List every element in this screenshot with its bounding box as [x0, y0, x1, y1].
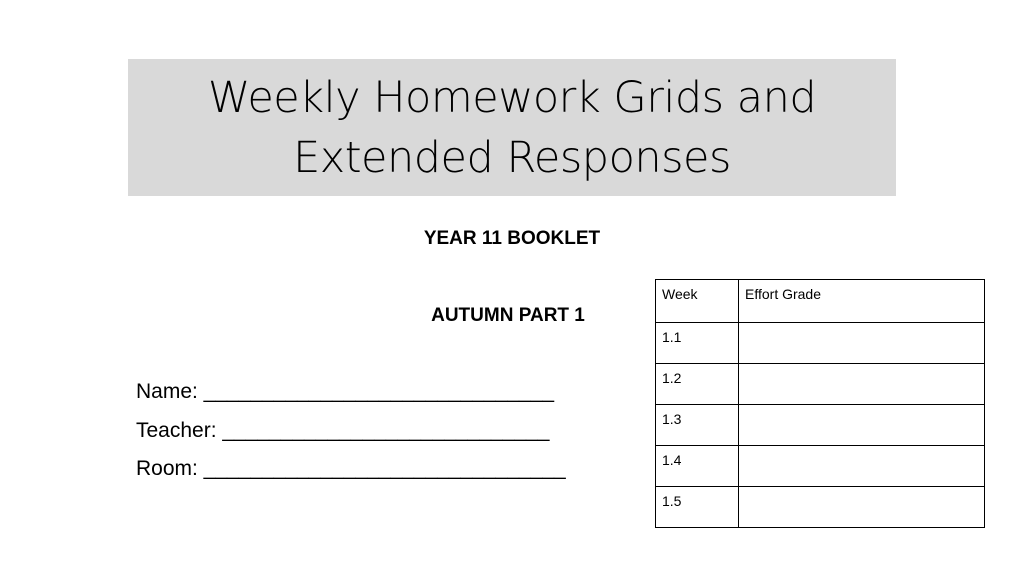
page-title: Weekly Homework Grids and Extended Responses [207, 72, 817, 183]
room-field[interactable]: Room: _______________________________ [136, 457, 566, 480]
week-cell: 1.2 [656, 364, 739, 405]
year-heading: YEAR 11 BOOKLET [423, 228, 601, 249]
name-field[interactable]: Name: ______________________________ [136, 380, 555, 403]
teacher-field[interactable]: Teacher: ____________________________ [136, 419, 550, 442]
effort-grade-column-header: Effort Grade [739, 280, 985, 323]
week-cell: 1.5 [656, 487, 739, 528]
effort-grade-cell[interactable] [739, 446, 985, 487]
table-header-row [656, 280, 985, 323]
effort-grade-table [655, 279, 985, 528]
part-heading: AUTUMN PART 1 [431, 305, 585, 326]
table-row [656, 364, 985, 405]
table-row [656, 323, 985, 364]
week-column-header: Week [656, 280, 739, 323]
week-cell: 1.1 [656, 323, 739, 364]
title-banner [128, 59, 896, 196]
effort-grade-cell[interactable] [739, 487, 985, 528]
effort-grade-cell[interactable] [739, 364, 985, 405]
effort-grade-cell[interactable] [739, 323, 985, 364]
week-cell: 1.4 [656, 446, 739, 487]
table-row [656, 487, 985, 528]
table-row [656, 446, 985, 487]
week-cell: 1.3 [656, 405, 739, 446]
effort-grade-cell[interactable] [739, 405, 985, 446]
table-row [656, 405, 985, 446]
